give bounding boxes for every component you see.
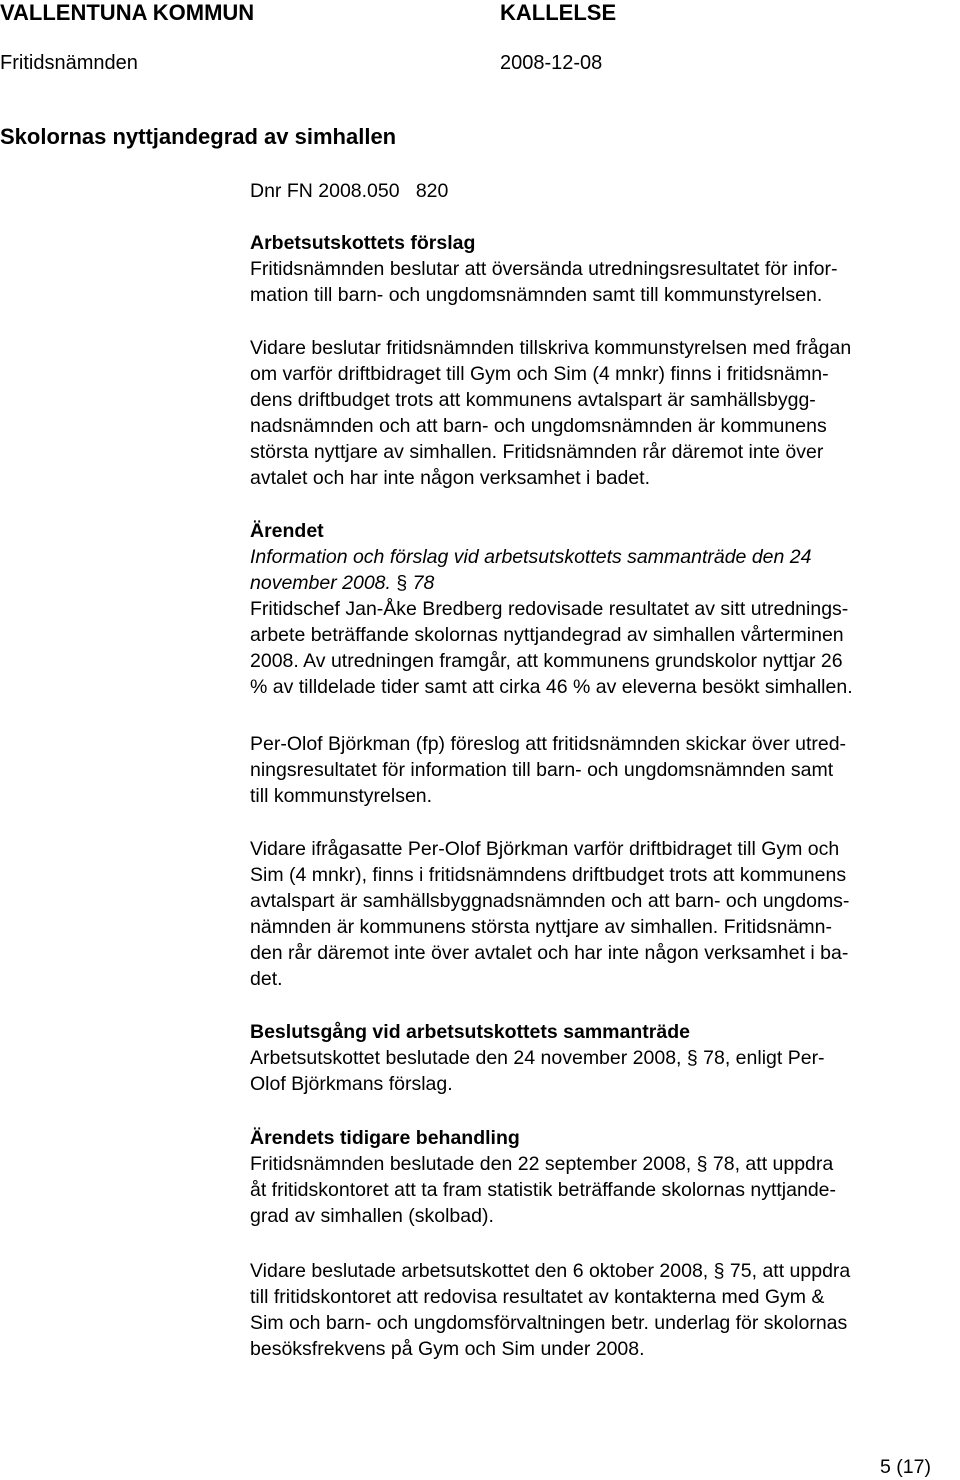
text-line: största nyttjare av simhallen. Fritidsnämnden rår däremot inte över xyxy=(250,441,824,463)
section-proposal xyxy=(250,230,960,308)
section-sign-icon: § xyxy=(696,1153,708,1175)
text-line: Fritidsnämnden beslutar att översända utredningsresultatet för infor- xyxy=(250,258,838,280)
paragraph-history-2 xyxy=(250,1258,960,1362)
text-line: Information och förslag vid arbetsutskottets sammanträde den 24 xyxy=(250,546,812,568)
section-matter xyxy=(250,518,960,700)
text-fragment: 78, att uppdra xyxy=(707,1153,834,1175)
document-type: KALLELSE xyxy=(500,0,617,25)
text-line xyxy=(250,570,960,596)
text-line xyxy=(250,1045,960,1071)
meeting-date: 2008-12-08 xyxy=(500,52,603,74)
text-line: dens driftbudget trots att kommunens avtalspart är samhällsbygg- xyxy=(250,389,816,411)
text-line: den rår däremot inte över avtalet och har inte någon verksamhet i ba- xyxy=(250,942,849,964)
text-fragment: Vidare beslutade arbetsutskottet den 6 oktober 2008, xyxy=(250,1260,714,1282)
committee-name: Fritidsnämnden xyxy=(0,52,138,74)
text-line: 2008. Av utredningen framgår, att kommunens grundskolor nyttjar 26 xyxy=(250,650,843,672)
text-line: Sim och barn- och ungdomsförvaltningen betr. underlag för skolornas xyxy=(250,1312,848,1334)
page-number: 5 (17) xyxy=(880,1456,931,1478)
text-line xyxy=(250,1151,960,1177)
text-fragment: 78, enligt Per- xyxy=(697,1047,825,1069)
text-fragment: Fritidsnämnden beslutade den 22 september 2008, xyxy=(250,1153,697,1175)
text-line: det. xyxy=(250,968,283,990)
text-line: Fritidschef Jan-Åke Bredberg redovisade resultatet av sitt utrednings- xyxy=(250,598,849,620)
section-history xyxy=(250,1125,960,1229)
text-line: Vidare beslutar fritidsnämnden tillskriva kommunstyrelsen med frågan xyxy=(250,337,852,359)
section-heading: Beslutsgång vid arbetsutskottets sammanträde xyxy=(250,1021,690,1043)
text-line: avtalspart är samhällsbyggnadsnämnden och att barn- och ungdoms- xyxy=(250,890,850,912)
section-sign-icon: § xyxy=(686,1047,698,1069)
text-line: % av tilldelade tider samt att cirka 46 % av eleverna besökt simhallen. xyxy=(250,676,853,698)
text-line: Per-Olof Björkman (fp) föreslog att fritidsnämnden skickar över utred- xyxy=(250,733,847,755)
text-line xyxy=(250,1258,960,1284)
text-line: grad av simhallen (skolbad). xyxy=(250,1205,494,1227)
text-line: Olof Björkmans förslag. xyxy=(250,1073,453,1095)
text-line: till fritidskontoret att redovisa resultatet av kontakterna med Gym & xyxy=(250,1286,825,1308)
text-line: till kommunstyrelsen. xyxy=(250,785,433,807)
text-line: avtalet och har inte någon verksamhet i badet. xyxy=(250,467,650,489)
text-fragment: november 2008. xyxy=(250,572,397,594)
text-line: mation till barn- och ungdomsnämnden samt till kommunstyrelsen. xyxy=(250,284,823,306)
section-heading: Ärendets tidigare behandling xyxy=(250,1127,520,1149)
text-line: ningsresultatet för information till barn- och ungdomsnämnden samt xyxy=(250,759,834,781)
text-line: nämnden är kommunens största nyttjare av simhallen. Fritidsnämn- xyxy=(250,916,832,938)
text-line: om varför driftbidraget till Gym och Sim (4 mnkr) finns i fritidsnämn- xyxy=(250,363,829,385)
text-line: Sim (4 mnkr), finns i fritidsnämndens driftbudget trots att kommunens xyxy=(250,864,847,886)
section-decision xyxy=(250,1019,960,1097)
paragraph-matter-3 xyxy=(250,836,960,992)
reference-number: Dnr FN 2008.050 820 xyxy=(250,180,449,202)
text-fragment: 78 xyxy=(407,572,435,594)
text-fragment: Arbetsutskottet beslutade den 24 november 2008, xyxy=(250,1047,687,1069)
text-line: besöksfrekvens på Gym och Sim under 2008. xyxy=(250,1338,645,1360)
org-name: VALLENTUNA KOMMUN xyxy=(0,0,255,25)
paragraph-matter-2 xyxy=(250,731,960,809)
text-fragment: 75, att uppdra xyxy=(724,1260,851,1282)
text-line: Vidare ifrågasatte Per-Olof Björkman varför driftbidraget till Gym och xyxy=(250,838,840,860)
section-heading: Arbetsutskottets förslag xyxy=(250,232,476,254)
section-sign-icon: § xyxy=(396,572,408,594)
paragraph-proposal-2 xyxy=(250,335,960,491)
text-line: åt fritidskontoret att ta fram statistik beträffande skolornas nyttjande- xyxy=(250,1179,837,1201)
text-line: nadsnämnden och att barn- och ungdomsnämnden är kommunens xyxy=(250,415,827,437)
page-title: Skolornas nyttjandegrad av simhallen xyxy=(0,124,397,149)
section-heading: Ärendet xyxy=(250,520,324,542)
text-line: arbete beträffande skolornas nyttjandegrad av simhallen vårterminen xyxy=(250,624,844,646)
section-sign-icon: § xyxy=(713,1260,725,1282)
